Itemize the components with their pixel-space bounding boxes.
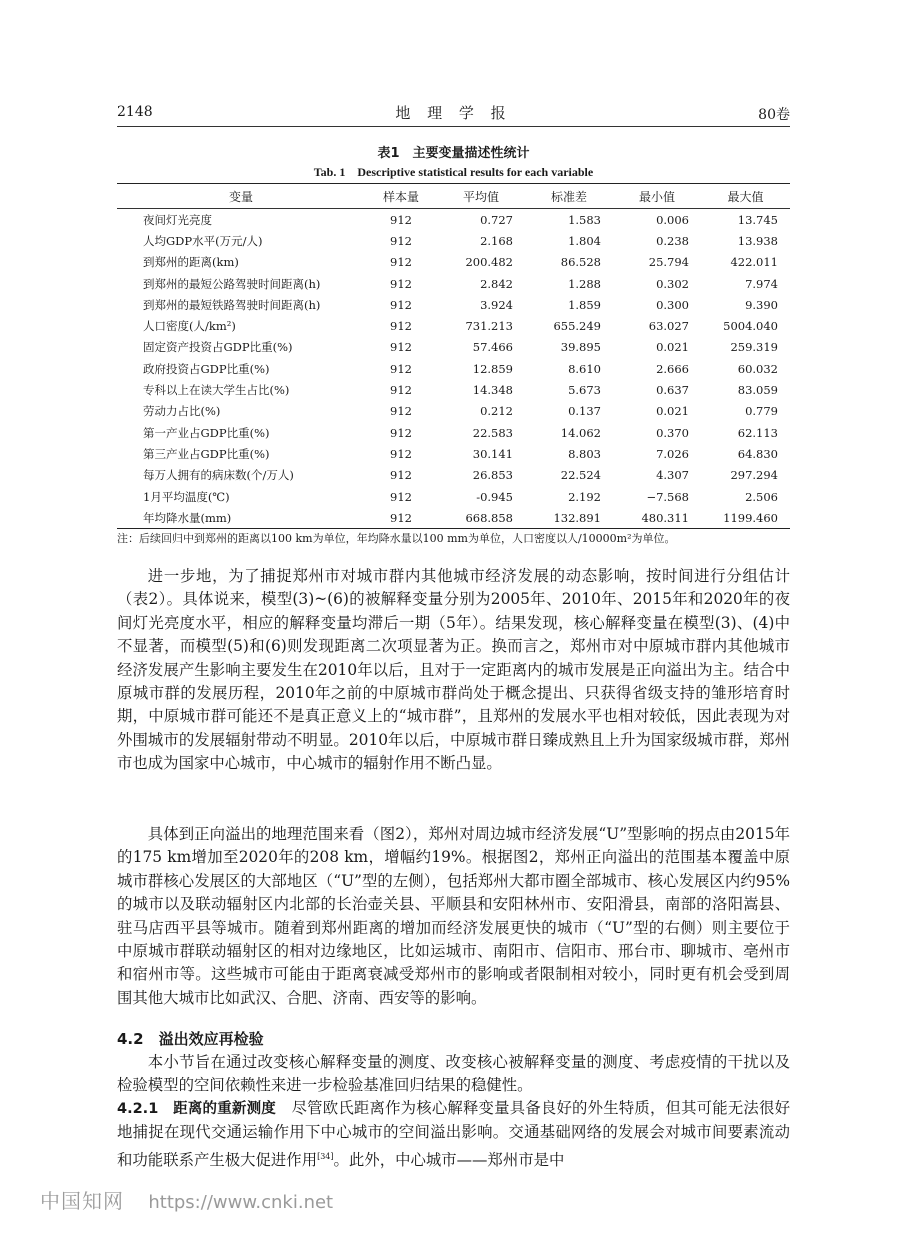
value-cell: 132.891 [553,510,601,525]
value-cell: 912 [390,319,412,334]
value-cell: 912 [390,383,412,398]
subsection-heading-4-2-1: 4.2.1 距离的重新测度 [117,1101,276,1117]
value-cell: 83.059 [737,383,778,398]
table-row [117,230,790,251]
value-cell: 8.803 [568,446,601,461]
value-cell: 13.745 [737,212,778,227]
column-header: 最大值 [701,184,790,209]
page-number: 2148 [117,104,153,120]
value-cell: 0.727 [480,212,513,227]
table-row [117,443,790,464]
value-cell: 14.348 [472,383,513,398]
paragraph-temporal-estimation: 进一步地，为了捕捉郑州市对城市群内其他城市经济发展的动态影响，按时间进行分组估计（表2）。具体说来，模型(3)~(6)的被解释变量分别为2005年、2010年、2015年和2020年的夜间灯光亮度水平，相应的解释变量均滞后一期（5年）。结果发现，核心解释变量在模型(3)、(4)中不显著，而模型(5)和(6)则发现距离二次项显著为正。换而言之，郑州市对中原城市群内其他城市经济发展产生影响主要发生在2010年以后，且对于一定距离内的城市发展是正向溢出为主。结合中原城市群的发展历程，2010年之前的中原城市群尚处于概念提出、只获得省级支持的雏形培育时期，中原城市群可能还不是真正意义上的“城市群”，且郑州的发展水平也相对较低，因此表现为对外围城市的发展辐射带动不明显。2010年以后，中原城市群日臻成熟且上升为国家级城市群，郑州市也成为国家中心城市，中心城市的辐射作用不断凸显。 [117,567,790,773]
value-cell: -0.945 [476,489,513,504]
value-cell: 1199.460 [723,510,778,525]
value-cell: 1.804 [568,233,601,248]
value-cell: 912 [390,404,412,419]
paragraph-distance-remeasure [117,1097,790,1172]
value-cell: 13.938 [737,233,778,248]
value-cell: 64.830 [737,446,778,461]
watermark-footer [40,1185,333,1214]
value-cell: 60.032 [737,361,778,376]
value-cell: 0.779 [745,404,778,419]
table-note: 注：后续回归中到郑州的距离以100 km为单位，年均降水量以100 mm为单位，人口密度以人/10000m²为单位。 [117,532,676,545]
value-cell: 912 [390,212,412,227]
table-row [117,294,790,315]
value-cell: 26.853 [472,468,513,483]
table-row [117,358,790,379]
table-row [117,379,790,400]
section-heading-4-2: 4.2 溢出效应再检验 [117,1030,264,1048]
value-cell: 62.113 [737,425,778,440]
value-cell: 57.466 [472,340,513,355]
table-caption-cn: 表1 主要变量描述性统计 [377,146,530,161]
value-cell: 2.168 [480,233,513,248]
value-cell: 7.026 [656,446,689,461]
value-cell: 912 [390,446,412,461]
variable-name-cell: 夜间灯光亮度 [143,212,212,227]
table-row [117,422,790,443]
paragraph-robustness-intro: 本小节旨在通过改变核心解释变量的测度、改变核心被解释变量的测度、考虑疫情的干扰以及检验模型的空间依赖性来进一步检验基准回归结果的稳健性。 [117,1053,790,1095]
variable-name-cell: 到郑州的距离(km) [143,255,239,270]
value-cell: 3.924 [480,297,513,312]
table-row [117,401,790,422]
value-cell: 259.319 [730,340,778,355]
table-row [117,465,790,486]
value-cell: 912 [390,468,412,483]
volume-label: 80卷 [758,107,790,123]
variable-name-cell: 到郑州的最短公路驾驶时间距离(h) [143,276,321,291]
variable-name-cell: 人口密度(人/km²) [143,319,236,334]
value-cell: 22.583 [472,425,513,440]
value-cell: 2.192 [568,489,601,504]
column-header: 变量 [117,184,365,209]
value-cell: 12.859 [472,361,513,376]
cnki-url[interactable]: https://www.cnki.net [148,1192,334,1213]
table-header [117,184,790,209]
value-cell: 2.666 [656,361,689,376]
value-cell: 912 [390,340,412,355]
variable-name-cell: 政府投资占GDP比重(%) [143,361,270,376]
column-header: 平均值 [437,184,525,209]
value-cell: 86.528 [560,255,601,270]
value-cell: 2.506 [745,489,778,504]
table-body [117,209,790,529]
variable-name-cell: 人均GDP水平(万元/人) [143,233,263,248]
column-header: 样本量 [365,184,437,209]
variable-name-cell: 1月平均温度(℃) [143,489,230,504]
value-cell: 912 [390,297,412,312]
value-cell: 731.213 [465,319,513,334]
value-cell: 0.370 [656,425,689,440]
value-cell: 7.974 [745,276,778,291]
value-cell: 1.288 [568,276,601,291]
value-cell: 912 [390,276,412,291]
value-cell: 655.249 [553,319,601,334]
value-cell: 912 [390,425,412,440]
value-cell: 200.482 [465,255,513,270]
value-cell: 0.238 [656,233,689,248]
paragraph-tail: 。此外，中心城市——郑州市是中 [333,1150,565,1169]
value-cell: 912 [390,361,412,376]
table-row [117,507,790,529]
value-cell: 422.011 [730,255,778,270]
value-cell: 14.062 [560,425,601,440]
value-cell: 0.637 [656,383,689,398]
paragraph-text: 尽管欧氏距离作为核心解释变量具备良好的外生特质，但其可能无法很好地捕捉在现代交通运输作用下中心城市的空间溢出影响。交通基础网络的发展会对城市间要素流动和功能联系产生极大促进作用 [117,1099,790,1169]
variable-name-cell: 年均降水量(mm) [143,510,232,525]
table-row [117,337,790,358]
paragraph-spatial-range: 具体到正向溢出的地理范围来看（图2），郑州对周边城市经济发展“U”型影响的拐点由2015年的175 km增加至2020年的208 km，增幅约19%。根据图2，郑州正向溢出的范围基本覆盖中原城市群核心发展区的大部地区（“U”型的左侧），包括郑州大都市圈全部城市、核心发展区内约95%的城市以及联动辐射区内北部的长治壶关县、平顺县和安阳林州市、安阳滑县，南部的洛阳嵩县、驻马店西平县等城市。随着到郑州距离的增加而经济发展更快的城市（“U”型的右侧）则主要位于中原城市群联动辐射区的相对边缘地区，比如运城市、南阳市、信阳市、邢台市、聊城市、亳州市和宿州市等。这些城市可能由于距离衰减受郑州市的影响或者限制相对较小，同时更有机会受到周围其他大城市比如武汉、合肥、济南、西安等的影响。 [117,825,790,1007]
value-cell: 25.794 [648,255,689,270]
value-cell: 912 [390,489,412,504]
citation-ref[interactable]: [34] [317,1151,334,1161]
column-header: 标准差 [525,184,613,209]
table-row [117,273,790,294]
table-caption-en: Tab. 1 Descriptive statistical results for each variable [313,165,594,179]
value-cell: 0.021 [656,404,689,419]
value-cell: 668.858 [465,510,513,525]
variable-name-cell: 第一产业占GDP比重(%) [143,425,270,440]
value-cell: 1.583 [568,212,601,227]
value-cell: 0.137 [568,404,601,419]
table-row [117,209,790,231]
value-cell: 912 [390,255,412,270]
table-row [117,486,790,507]
variable-name-cell: 专科以上在读大学生占比(%) [143,383,290,398]
value-cell: 39.895 [560,340,601,355]
descriptive-stats-table [117,183,790,529]
value-cell: 2.842 [480,276,513,291]
variable-name-cell: 每万人拥有的病床数(个/万人) [143,468,294,483]
value-cell: 0.300 [656,297,689,312]
value-cell: 0.006 [656,212,689,227]
value-cell: 63.027 [648,319,689,334]
value-cell: 5.673 [568,383,601,398]
value-cell: 297.294 [730,468,778,483]
variable-name-cell: 固定资产投资占GDP比重(%) [143,340,293,355]
table-row [117,252,790,273]
variable-name-cell: 劳动力占比(%) [143,404,221,419]
value-cell: −7.568 [646,489,689,504]
running-header [117,100,790,127]
value-cell: 0.212 [480,404,513,419]
value-cell: 912 [390,233,412,248]
value-cell: 1.859 [568,297,601,312]
value-cell: 9.390 [745,297,778,312]
journal-title: 地 理 学 报 [395,104,512,122]
variable-name-cell: 到郑州的最短铁路驾驶时间距离(h) [143,297,321,312]
value-cell: 22.524 [560,468,601,483]
variable-name-cell: 第三产业占GDP比重(%) [143,446,270,461]
value-cell: 5004.040 [723,319,778,334]
cnki-logo: 中国知网 [40,1189,124,1213]
column-header: 最小值 [613,184,701,209]
value-cell: 4.307 [656,468,689,483]
value-cell: 480.311 [641,510,689,525]
table-row [117,315,790,336]
value-cell: 0.302 [656,276,689,291]
value-cell: 912 [390,510,412,525]
value-cell: 30.141 [472,446,513,461]
value-cell: 0.021 [656,340,689,355]
value-cell: 8.610 [568,361,601,376]
